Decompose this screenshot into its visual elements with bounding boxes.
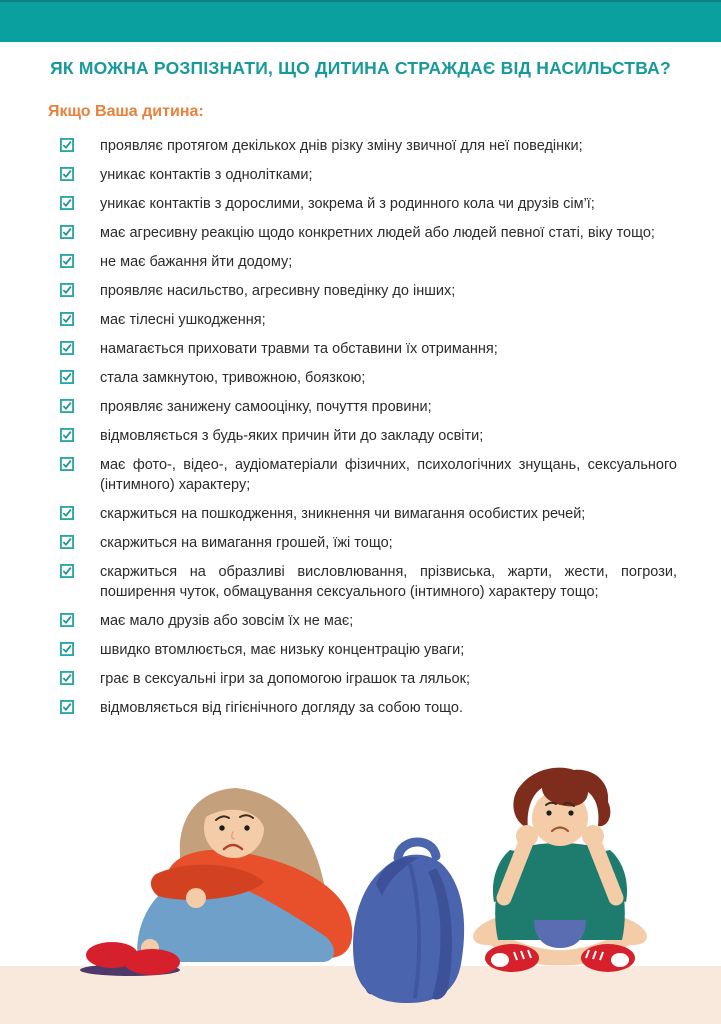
- checklist-item-text: швидко втомлюється, має низьку концентрацію уваги;: [100, 642, 465, 658]
- checklist-item: [60, 426, 677, 446]
- checklist-item-text: не має бажання йти додому;: [100, 254, 293, 270]
- checked-checkbox-icon: [60, 506, 74, 520]
- checked-checkbox-icon: [60, 535, 74, 549]
- checklist-item-text: проявляє занижену самооцінку, почуття провини;: [100, 399, 432, 415]
- checklist-item-text: відмовляється з будь-яких причин йти до закладу освіти;: [100, 428, 484, 444]
- checklist-item-text: грає в сексуальні ігри за допомогою іграшок та ляльок;: [100, 671, 470, 687]
- checklist-item: [60, 339, 677, 359]
- checklist-item: [60, 397, 677, 417]
- checked-checkbox-icon: [60, 283, 74, 297]
- sad-boy: [469, 768, 650, 972]
- checked-checkbox-icon: [60, 341, 74, 355]
- checklist-item-text: уникає контактів з однолітками;: [100, 167, 313, 183]
- checklist-item: [60, 194, 677, 214]
- checklist-item: [60, 698, 677, 718]
- sad-children-illustration: [0, 762, 721, 1024]
- page-title: ЯК МОЖНА РОЗПІЗНАТИ, ЩО ДИТИНА СТРАЖДАЄ ВІД НАСИЛЬСТВА?: [50, 58, 671, 78]
- checked-checkbox-icon: [60, 564, 74, 578]
- checked-checkbox-icon: [60, 167, 74, 181]
- checklist-item-text: проявляє насильство, агресивну поведінку до інших;: [100, 283, 456, 299]
- checklist-item-text: має тілесні ушкодження;: [100, 312, 266, 328]
- checked-checkbox-icon: [60, 312, 74, 326]
- checklist-item: [60, 223, 677, 243]
- checklist-item-text: намагається приховати травми та обставини їх отримання;: [100, 341, 498, 357]
- checklist-item: [60, 669, 677, 689]
- checklist-item: [60, 136, 677, 156]
- checklist-item-text: має мало друзів або зовсім їх не має;: [100, 613, 354, 629]
- checked-checkbox-icon: [60, 642, 74, 656]
- checked-checkbox-icon: [60, 700, 74, 714]
- checklist-item: [60, 252, 677, 272]
- checked-checkbox-icon: [60, 370, 74, 384]
- checked-checkbox-icon: [60, 254, 74, 268]
- checklist-item-text: скаржиться на вимагання грошей, їжі тощо;: [100, 535, 393, 551]
- checked-checkbox-icon: [60, 428, 74, 442]
- checklist-item: [60, 368, 677, 388]
- backpack: [353, 842, 464, 1003]
- checked-checkbox-icon: [60, 225, 74, 239]
- checklist-item-text: уникає контактів з дорослими, зокрема й з родинного кола чи друзів сім’ї;: [100, 196, 595, 212]
- checklist-item: [60, 611, 677, 631]
- section-subtitle: Якщо Ваша дитина:: [48, 103, 204, 120]
- checklist-item: [60, 640, 677, 660]
- sad-girl: [80, 788, 352, 976]
- checklist-item: [60, 281, 677, 301]
- checklist-item-text: має агресивну реакцію щодо конкретних людей або людей певної статі, віку тощо;: [100, 225, 655, 241]
- checklist-item: [60, 504, 677, 524]
- checklist-item-text: має фото-, відео-, аудіоматеріали фізичних, психологічних знущань, сексуального (інтимного) характеру;: [100, 457, 677, 493]
- checklist-item: [60, 310, 677, 330]
- checklist-item: [60, 562, 677, 602]
- checked-checkbox-icon: [60, 138, 74, 152]
- checklist-item-text: скаржиться на пошкодження, зникнення чи вимагання особистих речей;: [100, 506, 586, 522]
- checklist-item-text: відмовляється від гігієнічного догляду за собою тощо.: [100, 700, 464, 716]
- checklist-item: [60, 533, 677, 553]
- checked-checkbox-icon: [60, 457, 74, 471]
- symptoms-checklist: [0, 136, 721, 718]
- checklist-item-text: стала замкнутою, тривожною, боязкою;: [100, 370, 366, 386]
- checklist-item: [60, 455, 677, 495]
- checklist-item-text: проявляє протягом декількох днів різку зміну звичної для неї поведінки;: [100, 138, 583, 154]
- header-bar: [0, 0, 721, 42]
- illustration-canvas: [0, 762, 721, 1024]
- checklist-item: [60, 165, 677, 185]
- checked-checkbox-icon: [60, 613, 74, 627]
- checked-checkbox-icon: [60, 671, 74, 685]
- checked-checkbox-icon: [60, 196, 74, 210]
- checklist-item-text: скаржиться на образливі висловлювання, прізвиська, жарти, жести, погрози, поширення чуток, обмацування сексуального (інтимного) характеру тощо;: [100, 564, 677, 600]
- checked-checkbox-icon: [60, 399, 74, 413]
